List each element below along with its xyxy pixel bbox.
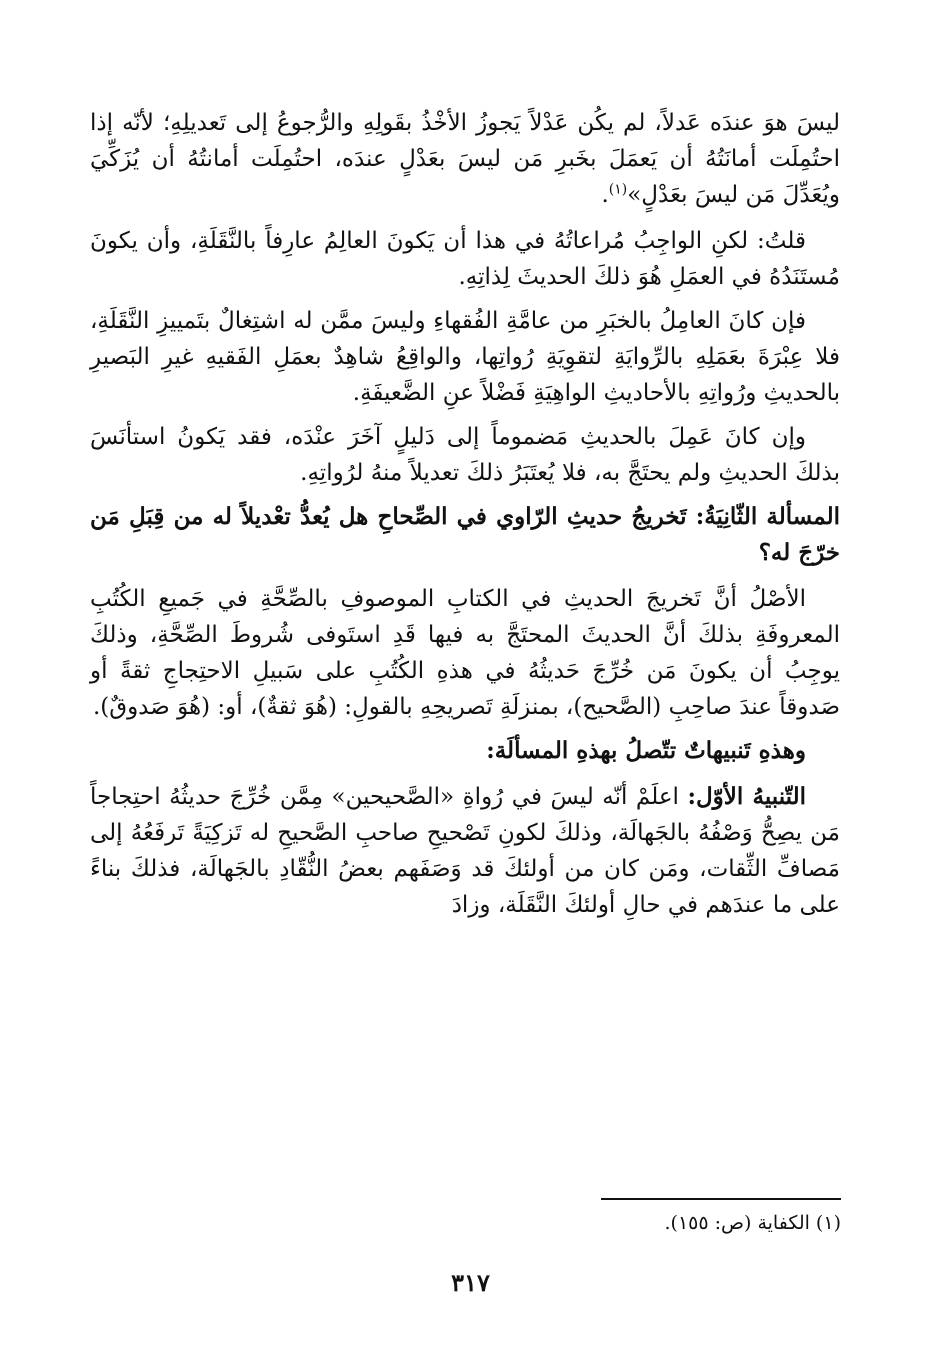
footnote-marker: (١) bbox=[608, 181, 628, 198]
paragraph-6-lead: التّنبيهُ الأوّل: bbox=[687, 783, 806, 810]
footnote: (١) الكفاية (ص: ١٥٥). bbox=[664, 1212, 841, 1234]
paragraph-1-end: . bbox=[601, 182, 609, 208]
paragraph-3: فإن كانَ العامِلُ بالخبَرِ من عامَّةِ الفُقهاءِ وليسَ ممَّن له اشتِغالٌ بتَمييزِ النَّقَلَةِ، فلا عِبْرَةَ بعَمَلِهِ بالرِّوايَةِ لتقوِيَةِ رُواتِها، والواقِعُ شاهِدٌ بعمَلِ الفَقيهِ غيرِ البَصيرِ بالحديثِ ورُواتِهِ بالأحاديثِ الواهِيَةِ فَضْلاً عنِ الضَّعيفَةِ. bbox=[90, 308, 840, 406]
page-number: ٣١٧ bbox=[451, 1268, 490, 1297]
paragraph-4: وإن كانَ عَمِلَ بالحديثِ مَضموماً إلى دَليلٍ آخَرَ عنْدَه، فقد يَكونُ استأنَسَ بذلكَ الحديثِ ولم يحتَجَّ به، فلا يُعتَبَرُ ذلكَ تعديلاً منهُ لرُواتِهِ. bbox=[90, 424, 840, 486]
footnote-divider bbox=[601, 1198, 841, 1200]
paragraph-1-text: ليسَ هوَ عندَه عَدلاً، لم يكُن عَدْلاً يَجوزُ الأخْذُ بقَولِهِ والرُّجوعُ إلى تَعديلِهِ؛ لأنّه إذا احتُمِلَت أمانَتُهُ أن يَعمَلَ بخَبرِ مَن ليسَ بعَدْلٍ عندَه، احتُمِلَت أمانتُهُ أن يُزَكِّيَ ويُعَدِّلَ مَن ليسَ بعَدْلٍ» bbox=[90, 110, 840, 208]
paragraph-6-text: اعلَمْ أنّه ليسَ في رُواةِ «الصَّحيحين» مِمَّن خُرِّجَ حديثُهُ احتِجاجاً مَن يصِحُّ وَصْفُهُ بالجَهالَة، وذلكَ لكونِ تَصْحيحِ صاحبِ الصَّحيحِ له تَزكِيَةً تَرفَعُهُ إلى مَصافِّ الثِّقات، ومَن كان من أولئكَ قد وَصَفَهم بعضُ النُّقّادِ بالجَهالَة، فذلكَ بناءً على ما عندَهم في حالِ أولئكَ النَّقَلَة، وزادَ bbox=[90, 784, 840, 918]
paragraph-2: قلتُ: لكنِ الواجِبُ مُراعاتُهُ في هذا أن يَكونَ العالِمُ عارِفاً بالنَّقَلَةِ، وأن يكونَ مُستَنَدُهُ في العمَلِ هُوَ ذلكَ الحديثَ لِذاتِهِ. bbox=[90, 228, 840, 290]
page-body bbox=[90, 105, 840, 931]
section-heading-notes: وهذهِ تَنبيهاتٌ تتّصلُ بهذهِ المسألَة: bbox=[486, 737, 806, 764]
paragraph-1 bbox=[90, 105, 840, 213]
section-heading-issue-2: المسألة الثّانِيَةُ: تَخريجُ حديثِ الرّاوي في الصِّحاحِ هل يُعدُّ تعْديلاً له من قِبَلِ مَن خرّجَ له؟ bbox=[90, 503, 840, 566]
paragraph-5: الأصْلُ أنَّ تَخريجَ الحديثِ في الكتابِ الموصوفِ بالصِّحَّةِ في جَميعِ الكُتُبِ المعروفَةِ بذلكَ أنَّ الحديثَ المحتَجَّ به فيها قَدِ استَوفى شُروطَ الصِّحَّةِ، وذلكَ يوجِبُ أن يكونَ مَن خُرِّجَ حَديثُهُ في هذهِ الكُتُبِ على سَبيلِ الاحتِجاجِ ثقةً أو صَدوقاً عندَ صاحِبِ (الصَّحيح)، بمنزلَةِ تَصريحِهِ بالقولِ: (هُوَ ثقةٌ)، أو: (هُوَ صَدوقٌ). bbox=[90, 586, 840, 720]
paragraph-6 bbox=[90, 779, 840, 923]
